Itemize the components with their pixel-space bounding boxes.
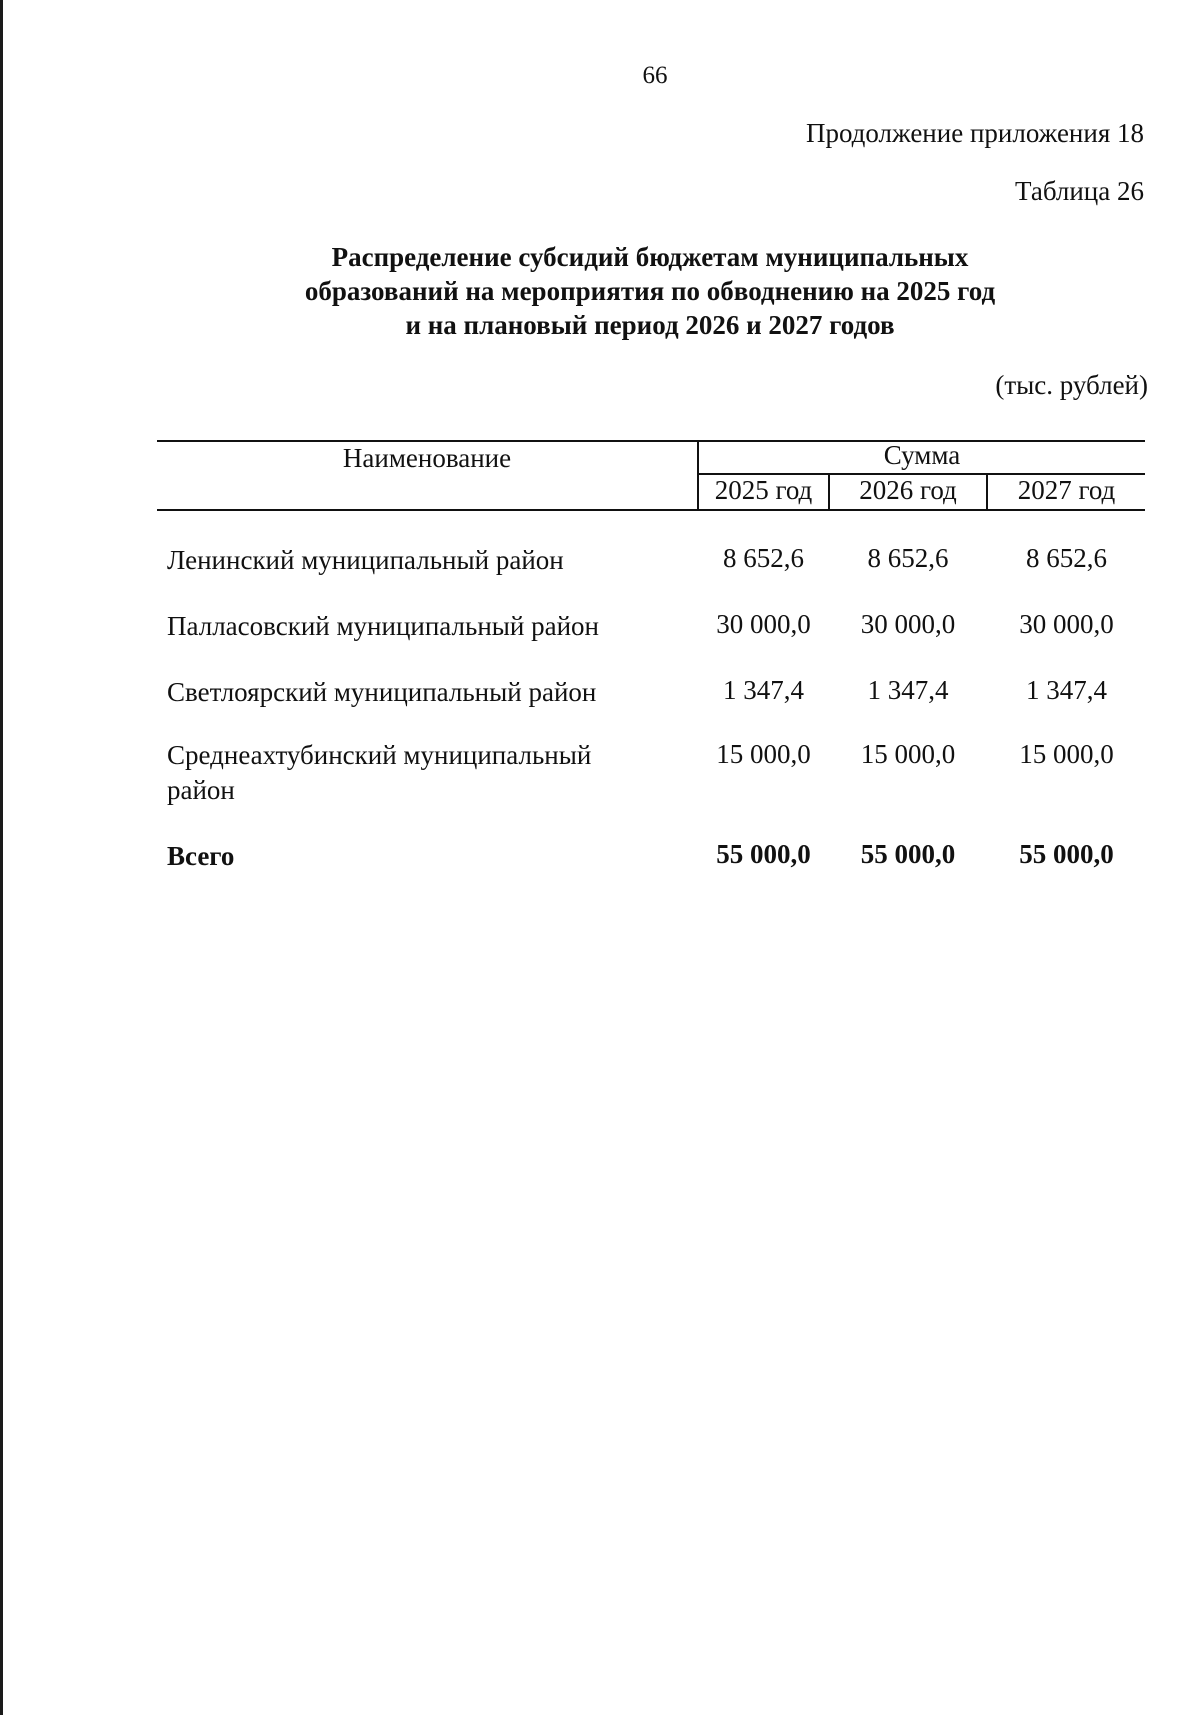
- value-sredneakhtubinsky-2026: 15 000,0: [860, 739, 956, 769]
- title-line-1: Распределение субсидий бюджетам муниципальных: [331, 242, 969, 272]
- table-label: Таблица 26: [1015, 176, 1144, 206]
- value-svetloyarsky-2026: 1 347,4: [867, 675, 949, 705]
- total-label: Всего: [167, 841, 235, 871]
- row-name-sredneakhtubinsky: Среднеахтубинский муниципальный район: [167, 740, 592, 805]
- row-name-pallasovsky: Палласовский муниципальный район: [167, 611, 599, 641]
- value-pallasovsky-2026: 30 000,0: [860, 609, 956, 639]
- title-line-3: и на плановый период 2026 и 2027 годов: [405, 310, 895, 340]
- page-number: 66: [642, 62, 668, 89]
- units-label: (тыс. рублей): [995, 370, 1148, 400]
- value-leninsky-2025: 8 652,6: [723, 543, 804, 573]
- header-sum: Сумма: [883, 440, 961, 470]
- total-2025: 55 000,0: [716, 839, 811, 869]
- total-2027: 55 000,0: [1019, 839, 1114, 869]
- header-year-2027: 2027 год: [1017, 475, 1116, 505]
- appendix-continuation: Продолжение приложения 18: [805, 118, 1144, 148]
- header-year-2026: 2026 год: [859, 475, 957, 505]
- total-2026: 55 000,0: [860, 839, 956, 869]
- row-name-leninsky: Ленинский муниципальный район: [167, 545, 564, 575]
- value-leninsky-2026: 8 652,6: [867, 543, 949, 573]
- value-pallasovsky-2027: 30 000,0: [1019, 609, 1114, 639]
- value-sredneakhtubinsky-2027: 15 000,0: [1019, 739, 1114, 769]
- document-title: [100, 240, 1200, 342]
- value-svetloyarsky-2027: 1 347,4: [1026, 675, 1107, 705]
- value-svetloyarsky-2025: 1 347,4: [723, 675, 804, 705]
- row-name-svetloyarsky: Светлоярский муниципальный район: [167, 677, 597, 707]
- value-pallasovsky-2025: 30 000,0: [716, 609, 811, 639]
- header-name: Наименование: [342, 443, 512, 473]
- value-leninsky-2027: 8 652,6: [1026, 543, 1107, 573]
- header-bottom-rule: [157, 509, 1145, 511]
- scan-edge: [0, 0, 3, 1715]
- title-line-2: образований на мероприятия по обводнению на 2025 год: [304, 276, 996, 306]
- header-year-2025: 2025 год: [714, 475, 813, 505]
- value-sredneakhtubinsky-2025: 15 000,0: [716, 739, 811, 769]
